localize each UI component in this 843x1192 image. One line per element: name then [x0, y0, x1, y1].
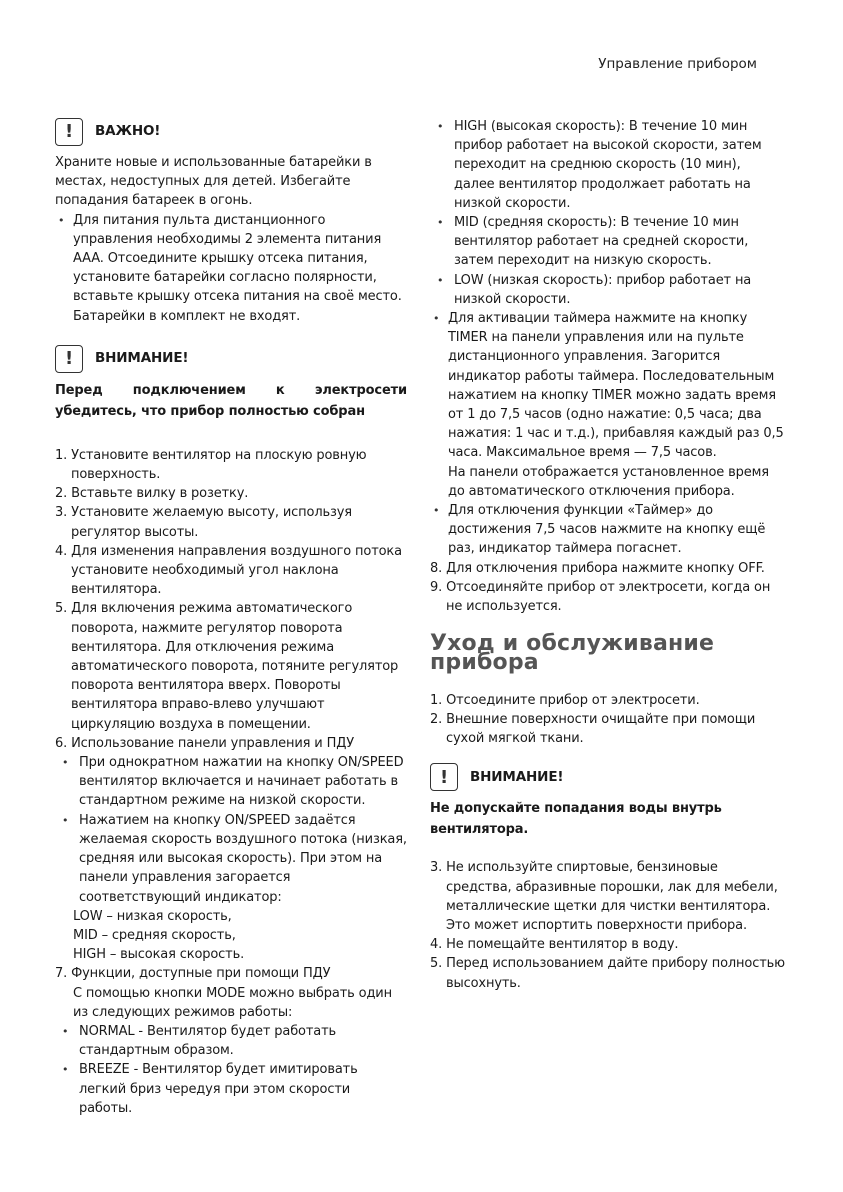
timer-note: На панели отображается установленное время до автоматического отключения прибора.	[448, 464, 769, 499]
left-column	[55, 117, 407, 1118]
important-text: Храните новые и использованные батарейки в местах, недоступных для детей. Избегайте попадания батареек в огонь.	[55, 155, 372, 209]
step-6-bullet-1: • При однократном нажатии на кнопку ON/SPEED вентилятор включается и начинает работать в стандартном режиме на низкой скорости.	[55, 753, 407, 811]
step-9: 9. Отсоединяйте прибор от электросети, когда он не используется.	[430, 579, 771, 615]
step-4: 4. Для изменения направления воздушного потока установите необходимый угол наклона вентилятора.	[55, 543, 402, 598]
speed-mid: MID – средняя скорость,	[73, 927, 236, 943]
exclamation-icon: !	[430, 763, 458, 791]
timer-bullet: • Для активации таймера нажмите на кнопку TIMER на панели управления или на пульте дистанционного управления. Загорится индикатор работы таймера. Последовательным нажатием на кнопку TIMER можно задать время от 1 до 7,5 часов (одно нажатие: 0,5 часа; два нажатия: 1 час и т.д.), прибавляя каждый раз 0,5 часа. Максимальное время — 7,5 часов.	[430, 309, 785, 463]
warning-title: ВНИМАНИЕ!	[95, 350, 189, 367]
step-6: 6. Использование панели управления и ПДУ	[55, 735, 354, 751]
step-3: 3. Установите желаемую высоту, используя регулятор высоты.	[55, 505, 352, 540]
timer-off-bullet: • Для отключения функции «Таймер» до достижения 7,5 часов нажмите на кнопку ещё раз, индикатор таймера погаснет.	[430, 501, 785, 559]
low-bullet: • LOW (низкая скорость): прибор работает на низкой скорости.	[430, 271, 785, 309]
right-column	[430, 117, 785, 993]
batteries-bullet: • Для питания пульта дистанционного управления необходимы 2 элемента питания AAA. Отсоедините крышку отсека питания, установите батарейки согласно полярности, вставьте крышку отсека питания на своё место. Батарейки в комплект не входят.	[55, 211, 407, 326]
care-step-1: 1. Отсоедините прибор от электросети.	[430, 692, 700, 708]
warning-text: Перед подключением к электросети убедитесь, что прибор полностью собран	[55, 382, 407, 419]
mid-bullet: • MID (средняя скорость): В течение 10 мин вентилятор работает на средней скорости, затем переходит на низкую скорость.	[430, 213, 785, 271]
step-1: 1. Установите вентилятор на плоскую ровную поверхность.	[55, 447, 367, 483]
warning-notice	[55, 344, 407, 374]
exclamation-icon: !	[55, 345, 83, 373]
important-notice	[55, 117, 407, 147]
step-7-bullet-1: • NORMAL - Вентилятор будет работать стандартным образом.	[55, 1022, 407, 1060]
step-6-bullet-2: • Нажатием на кнопку ON/SPEED задаётся желаемая скорость воздушного потока (низкая, средняя или высокая скорость). При этом на панели управления загорается соответствующий индикатор:	[55, 811, 407, 907]
step-7-bullet-2: • BREEZE - Вентилятор будет имитировать легкий бриз чередуя при этом скорости работы.	[55, 1060, 407, 1118]
care-step-2: 2. Внешние поверхности очищайте при помощи сухой мягкой ткани.	[430, 711, 756, 747]
step-5: 5. Для включения режима автоматического поворота, нажмите регулятор поворота вентилятора. Для отключения режима автоматического поворота, потяните регулятор поворота вентилятора вверх. Повороты вентилятора вправо-влево улучшают циркуляцию воздуха в помещении.	[55, 601, 399, 732]
care-step-3: 3. Не используйте спиртовые, бензиновые средства, абразивные порошки, лак для мебели, металлические щетки для чистки вентилятора. Это может испортить поверхности прибора.	[430, 860, 778, 933]
step-2: 2. Вставьте вилку в розетку.	[55, 486, 249, 502]
step-7: 7. Функции, доступные при помощи ПДУ	[55, 966, 331, 982]
high-bullet: • HIGH (высокая скорость): В течение 10 мин прибор работает на высокой скорости, затем переходит на среднюю скорость (10 мин), далее вентилятор продолжает работать на низкой скорости.	[430, 117, 785, 213]
exclamation-icon: !	[55, 118, 83, 146]
care-section-title: Уход и обслуживание прибора	[430, 631, 715, 676]
step-8: 8. Для отключения прибора нажмите кнопку OFF.	[430, 560, 765, 576]
page-header: Управление прибором	[598, 56, 757, 72]
speed-low: LOW – низкая скорость,	[73, 908, 232, 924]
speed-high: HIGH – высокая скорость.	[73, 947, 245, 963]
important-title: ВАЖНО!	[95, 123, 161, 140]
care-warning-notice	[430, 762, 785, 792]
care-step-5: 5. Перед использованием дайте прибору полностью высохнуть.	[430, 956, 785, 991]
care-step-4: 4. Не помещайте вентилятор в воду.	[430, 937, 679, 953]
care-warning-text: Не допускайте попадания воды внутрь вентилятора.	[430, 801, 722, 838]
step-7-text: С помощью кнопки MODE можно выбрать один из следующих режимов работы:	[73, 985, 392, 1020]
care-warning-title: ВНИМАНИЕ!	[470, 768, 564, 785]
